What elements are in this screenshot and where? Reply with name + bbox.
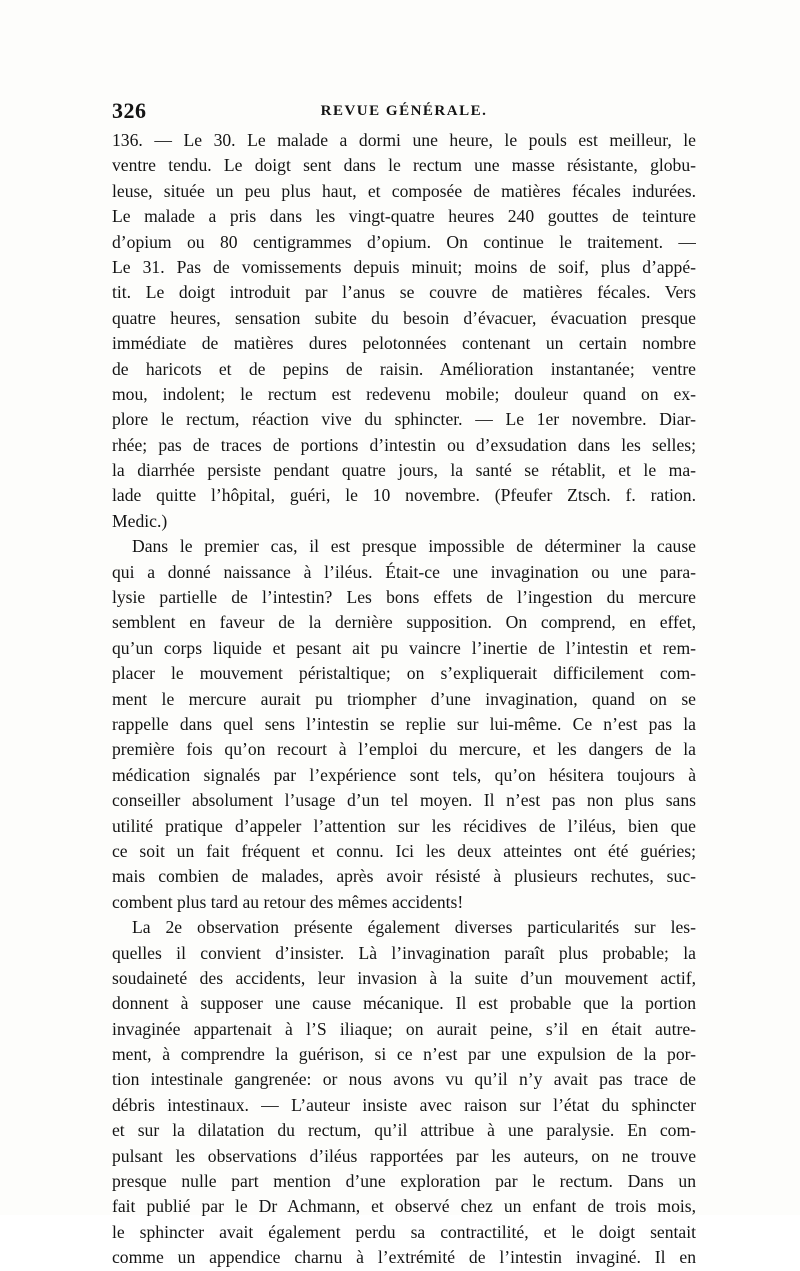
text-line: quelles il convient d’insister. Là l’invagination paraît plus probable; la <box>112 942 696 963</box>
text-line: donnent à supposer une cause mécanique. Il est probable que la portion <box>112 993 696 1014</box>
text-line: placer le mouvement péristaltique; on s’expliquerait difficilement com- <box>112 663 696 684</box>
text-line: immédiate de matières dures pelotonnées contenant un certain nombre <box>112 333 696 354</box>
text-line: et sur la dilatation du rectum, qu’il attribue à une paralysie. En com- <box>112 1120 696 1141</box>
text-line: lade quitte l’hôpital, guéri, le 10 novembre. (Pfeufer Ztsch. f. ration. <box>112 485 696 506</box>
text-line: mais combien de malades, après avoir résisté à plusieurs rechutes, suc- <box>112 866 696 887</box>
text-line: ment, à comprendre la guérison, si ce n’est par une expulsion de la por- <box>112 1044 696 1065</box>
text-line: débris intestinaux. — L’auteur insiste avec raison sur l’état du sphincter <box>112 1094 696 1115</box>
text-line: quatre heures, sensation subite du besoin d’évacuer, évacuation presque <box>112 307 696 328</box>
text-line: rappelle dans quel sens l’intestin se replie sur lui-même. Ce n’est pas la <box>112 713 696 734</box>
page-number: 326 <box>112 98 147 123</box>
text-line: le sphincter avait également perdu sa contractilité, et le doigt sentait <box>112 1221 696 1242</box>
text-line: combent plus tard au retour des mêmes accidents! <box>112 891 464 912</box>
text-line: qui a donné naissance à l’iléus. Était-ce une invagination ou une para- <box>112 561 696 582</box>
text-line: presque nulle part mention d’une exploration par le rectum. Dans un <box>112 1171 696 1192</box>
text-line: leuse, située un peu plus haut, et composée de matières fécales indurées. <box>112 180 696 201</box>
text-line: Le malade a pris dans les vingt-quatre heures 240 gouttes de teinture <box>112 206 696 227</box>
text-line: tion intestinale gangrenée: or nous avons vu qu’il n’y avait pas trace de <box>112 1069 696 1090</box>
running-head <box>112 98 696 128</box>
text-line: La 2e observation présente également diverses particularités sur les- <box>132 917 696 938</box>
text-line: ventre tendu. Le doigt sent dans le rectum une masse résistante, globu- <box>112 155 696 176</box>
journal-title: REVUE GÉNÉRALE. <box>320 103 488 119</box>
text-line: d’opium ou 80 centigrammes d’opium. On continue le traitement. — <box>112 231 696 252</box>
text-line: lysie partielle de l’intestin? Les bons effets de l’ingestion du mercure <box>112 587 696 608</box>
text-line: soudaineté des accidents, leur invasion à la suite d’un mouvement actif, <box>112 967 696 988</box>
text-line: Le 31. Pas de vomissements depuis minuit; moins de soif, plus d’appé- <box>112 256 696 277</box>
text-line: ment le mercure aurait pu triompher d’une invagination, quand on se <box>112 688 696 709</box>
text-line: la diarrhée persiste pendant quatre jours, la santé se rétablit, et le ma- <box>112 460 696 481</box>
text-line: médication signalés par l’expérience sont tels, qu’on hésitera toujours à <box>112 764 696 785</box>
text-line: 136. — Le 30. Le malade a dormi une heure, le pouls est meilleur, le <box>112 130 696 150</box>
text-line: Dans le premier cas, il est presque impossible de déterminer la cause <box>132 536 696 557</box>
body-text <box>112 128 696 1271</box>
text-line: de haricots et de pepins de raisin. Amélioration instantanée; ventre <box>112 358 696 379</box>
text-line: qu’un corps liquide et pesant ait pu vaincre l’inertie de l’intestin et rem- <box>112 637 696 658</box>
text-line: utilité pratique d’appeler l’attention sur les récidives de l’iléus, bien que <box>112 815 696 836</box>
text-line: invaginée appartenait à l’S iliaque; on aurait peine, s’il en était autre- <box>112 1018 696 1039</box>
text-line: fait publié par le Dr Achmann, et observé chez un enfant de trois mois, <box>112 1196 696 1217</box>
text-line: conseiller absolument l’usage d’un tel moyen. Il n’est pas non plus sans <box>112 790 696 811</box>
text-line: semblent en faveur de la dernière supposition. On comprend, en effet, <box>112 612 696 633</box>
text-line: ce soit un fait fréquent et connu. Ici les deux atteintes ont été guéries; <box>112 840 696 861</box>
text-line: tit. Le doigt introduit par l’anus se couvre de matières fécales. Vers <box>112 282 696 303</box>
text-line: pulsant les observations d’iléus rapportées par les auteurs, on ne trouve <box>112 1145 696 1166</box>
text-line: comme un appendice charnu à l’extrémité de l’intestin invaginé. Il en <box>112 1247 696 1268</box>
text-line: rhée; pas de traces de portions d’intestin ou d’exsudation dans les selles; <box>112 434 696 455</box>
text-line: première fois qu’on recourt à l’emploi du mercure, et les dangers de la <box>112 739 696 760</box>
text-line: plore le rectum, réaction vive du sphincter. — Le 1er novembre. Diar- <box>112 409 696 430</box>
text-line: mou, indolent; le rectum est redevenu mobile; douleur quand on ex- <box>112 383 696 404</box>
text-line: Medic.) <box>112 510 168 531</box>
